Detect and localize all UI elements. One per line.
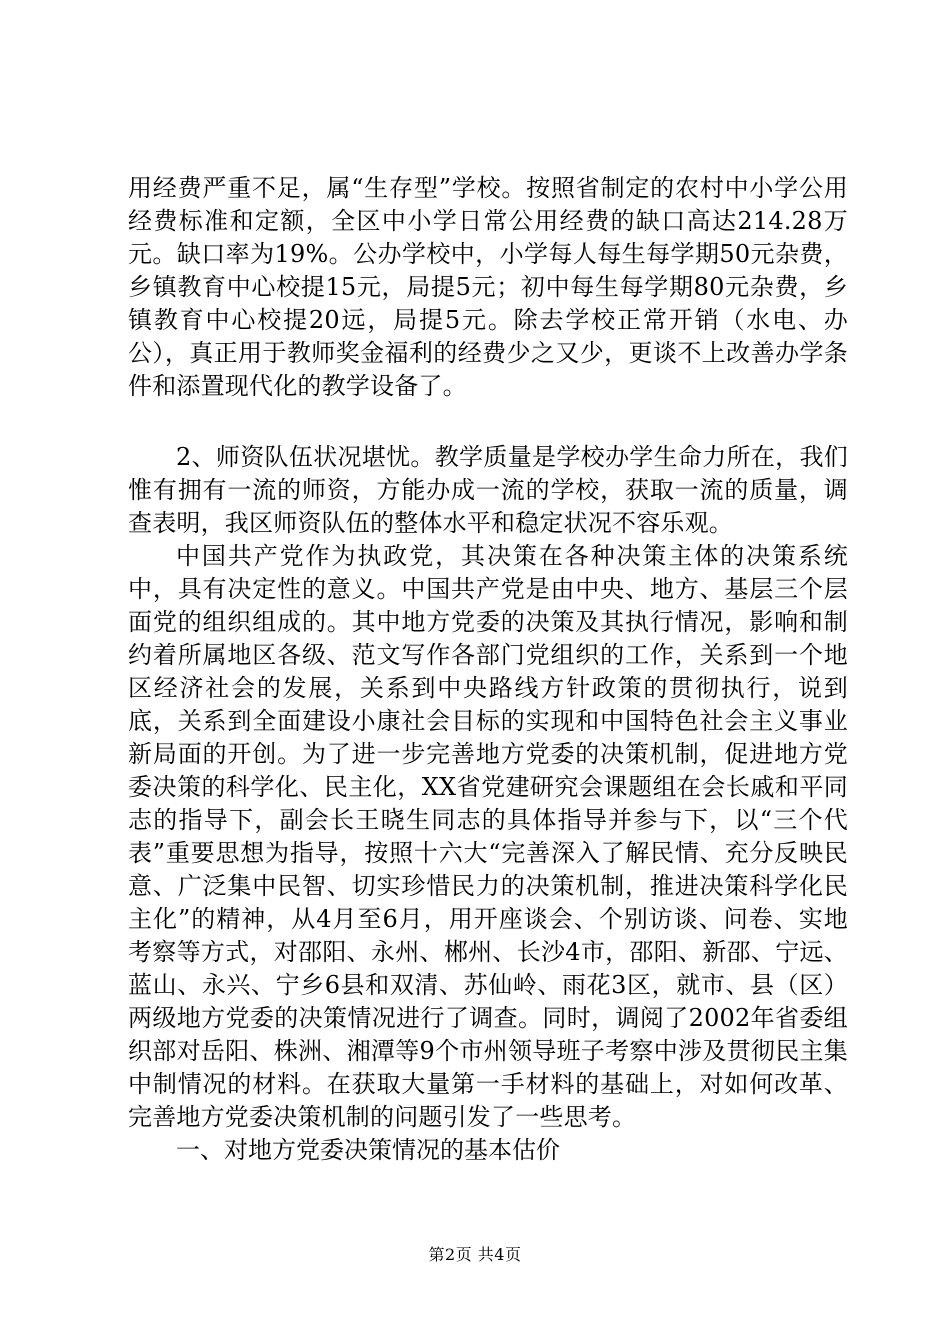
page-footer: 第2页 共4页 [428,1245,522,1264]
paragraph-gap [128,403,848,441]
document-body [128,172,848,1167]
paragraph-party-decision: 中国共产党作为执政党，其决策在各种决策主体的决策系统中，具有决定性的意义。中国共产党是由中央、地方、基层三个层面党的组织组成的。其中地方党委的决策及其执行情况，影响和制约着所属地区各级、范文写作各部门党组织的工作，关系到一个地区经济社会的发展，关系到中央路线方针政策的贯彻执行，说到底，关系到全面建设小康社会目标的实现和中国特色社会主义事业新局面的开创。为了进一步完善地方党委的决策机制，促进地方党委决策的科学化、民主化，XX省党建研究会课题组在会长戚和平同志的指导下，副会长王晓生同志的具体指导并参与下，以“三个代表”重要思想为指导，按照十六大“完善深入了解民情、充分反映民意、广泛集中民智、切实珍惜民力的决策机制，推进决策科学化民主化”的精神，从4月至6月，用开座谈会、个别访谈、问卷、实地考察等方式，对邵阳、永州、郴州、长沙4市，邵阳、新邵、宁远、蓝山、永兴、宁乡6县和双清、苏仙岭、雨花3区，就市、县（区）两级地方党委的决策情况进行了调查。同时，调阅了2002年省委组织部对岳阳、株洲、湘潭等9个市州领导班子考察中涉及贯彻民主集中制情况的材料。在获取大量第一手材料的基础上，对如何改革、完善地方党委决策机制的问题引发了一些思考。 [128,542,848,1131]
section-heading: 一、对地方党委决策情况的基本估价 [176,1136,560,1164]
paragraph-funding: 用经费严重不足，属“生存型”学校。按照省制定的农村中小学公用经费标准和定额，全区中小学日常公用经费的缺口高达214.28万元。缺口率为19%。公办学校中，小学每人每生每学期50元杂费，乡镇教育中心校提15元，局提5元；初中每生每学期80元杂费，乡镇教育中心校提20远，局提5元。除去学校正常开销（水电、办公），真正用于教师奖金福利的经费少之又少，更谈不上改善办学条件和添置现代化的教学设备了。 [128,174,848,400]
paragraph-teachers: 2、师资队伍状况堪忧。教学质量是学校办学生命力所在，我们惟有拥有一流的师资，方能办成一流的学校，获取一流的质量，调查表明，我区师资队伍的整体水平和稳定状况不容乐观。 [128,443,848,537]
